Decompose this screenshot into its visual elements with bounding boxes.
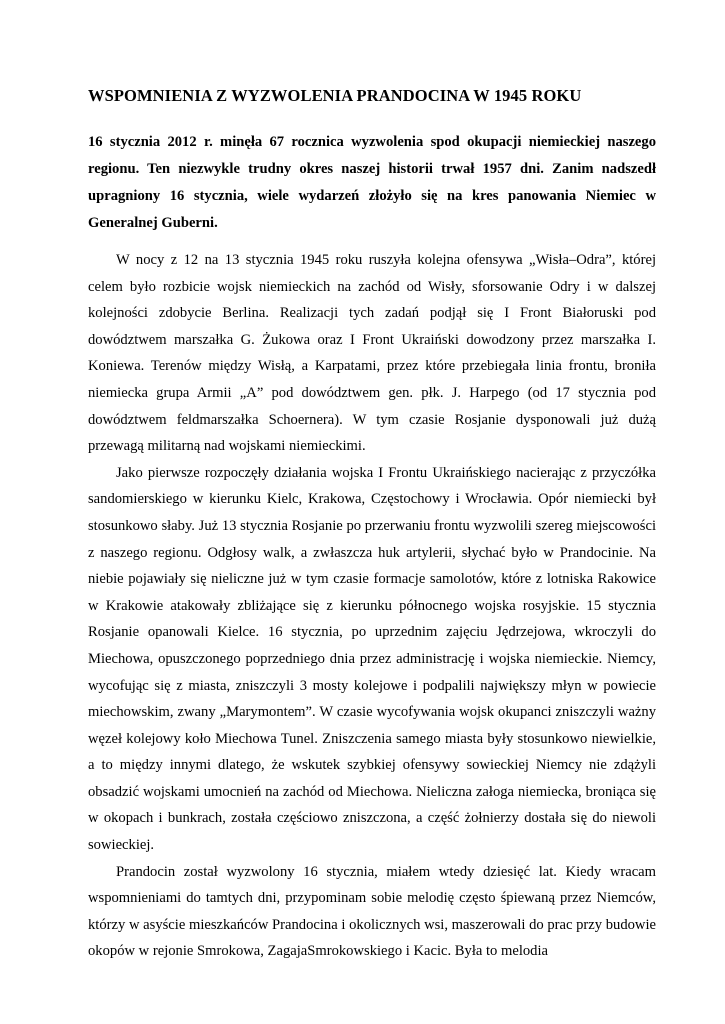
body-paragraph: W nocy z 12 na 13 stycznia 1945 roku ruszyła kolejna ofensywa „Wisła–Odra”, której celem było rozbicie wojsk niemieckich na zachód od Wisły, sforsowanie Odry i w dalszej kolejności zdobycie Berlina. Realizacji tych zadań podjął się I Front Białoruski pod dowództwem marszałka G. Żukowa oraz I Front Ukraiński dowodzony przez marszałka I. Koniewa. Terenów między Wisłą, a Karpatami, przez które przebiegała linia frontu, broniła niemiecka grupa Armii „A” pod dowództwem gen. płk. J. Harpego (od 17 stycznia pod dowództwem feldmarszałka Schoernera). W tym czasie Rosjanie dysponowali już dużą przewagą militarną nad wojskami niemieckimi. bbox=[88, 252, 656, 455]
document-title: WSPOMNIENIA Z WYZWOLENIA PRANDOCINA W 1945 ROKU bbox=[88, 86, 582, 105]
body-paragraph: Prandocin został wyzwolony 16 stycznia, miałem wtedy dziesięć lat. Kiedy wracam wspomnieniami do tamtych dni, przypominam sobie melodię często śpiewaną przez Niemców, którzy w asyście mieszkańców Prandocina i okolicznych wsi, maszerowali do prac przy budowie okopów w rejonie Smrokowa, ZagajaSmrokowskiego i Kacic. Była to melodia bbox=[88, 863, 656, 960]
document-page bbox=[88, 84, 656, 965]
lead-paragraph: 16 stycznia 2012 r. minęła 67 rocznica wyzwolenia spod okupacji niemieckiej naszego regionu. Ten niezwykle trudny okres naszej historii trwał 1957 dni. Zanim nadszedł upragniony 16 stycznia, wiele wydarzeń złożyło się na kres panowania Niemiec w Generalnej Guberni. bbox=[88, 134, 656, 231]
body-paragraph: Jako pierwsze rozpoczęły działania wojska I Frontu Ukraińskiego nacierając z przyczółka sandomierskiego w kierunku Kielc, Krakowa, Częstochowy i Wrocławia. Opór niemiecki był stosunkowo słaby. Już 13 stycznia Rosjanie po przerwaniu frontu wyzwolili szereg miejscowości z naszego regionu. Odgłosy walk, a zwłaszcza huk artylerii, słychać było w Prandocinie. Na niebie pojawiały się nieliczne już w tym czasie formacje samolotów, które z lotniska Rakowice w Krakowie atakowały zbliżające się z kierunku północnego wojska rosyjskie. 15 stycznia Rosjanie opanowali Kielce. 16 stycznia, po uprzednim zajęciu Jędrzejowa, wkroczyli do Miechowa, opuszczonego poprzedniego dnia przez administrację i wojska niemieckie. Niemcy, wycofując się z miasta, zniszczyli 3 mosty kolejowe i podpalili największy młyn w powiecie miechowskim, zwany „Marymontem”. W czasie wycofywania wojsk okupanci zniszczyli ważny węzeł kolejowy koło Miechowa Tunel. Zniszczenia samego miasta były stosunkowo niewielkie, a to między innymi dlatego, że wskutek szybkiej ofensywy sowieckiej Niemcy nie zdążyli obsadzić wojskami umocnień na zachód od Miechowa. Nieliczna załoga niemiecka, broniąca się w okopach i bunkrach, została częściowo zniszczona, a część żołnierzy dostała się do niewoli sowieckiej. bbox=[88, 464, 656, 854]
